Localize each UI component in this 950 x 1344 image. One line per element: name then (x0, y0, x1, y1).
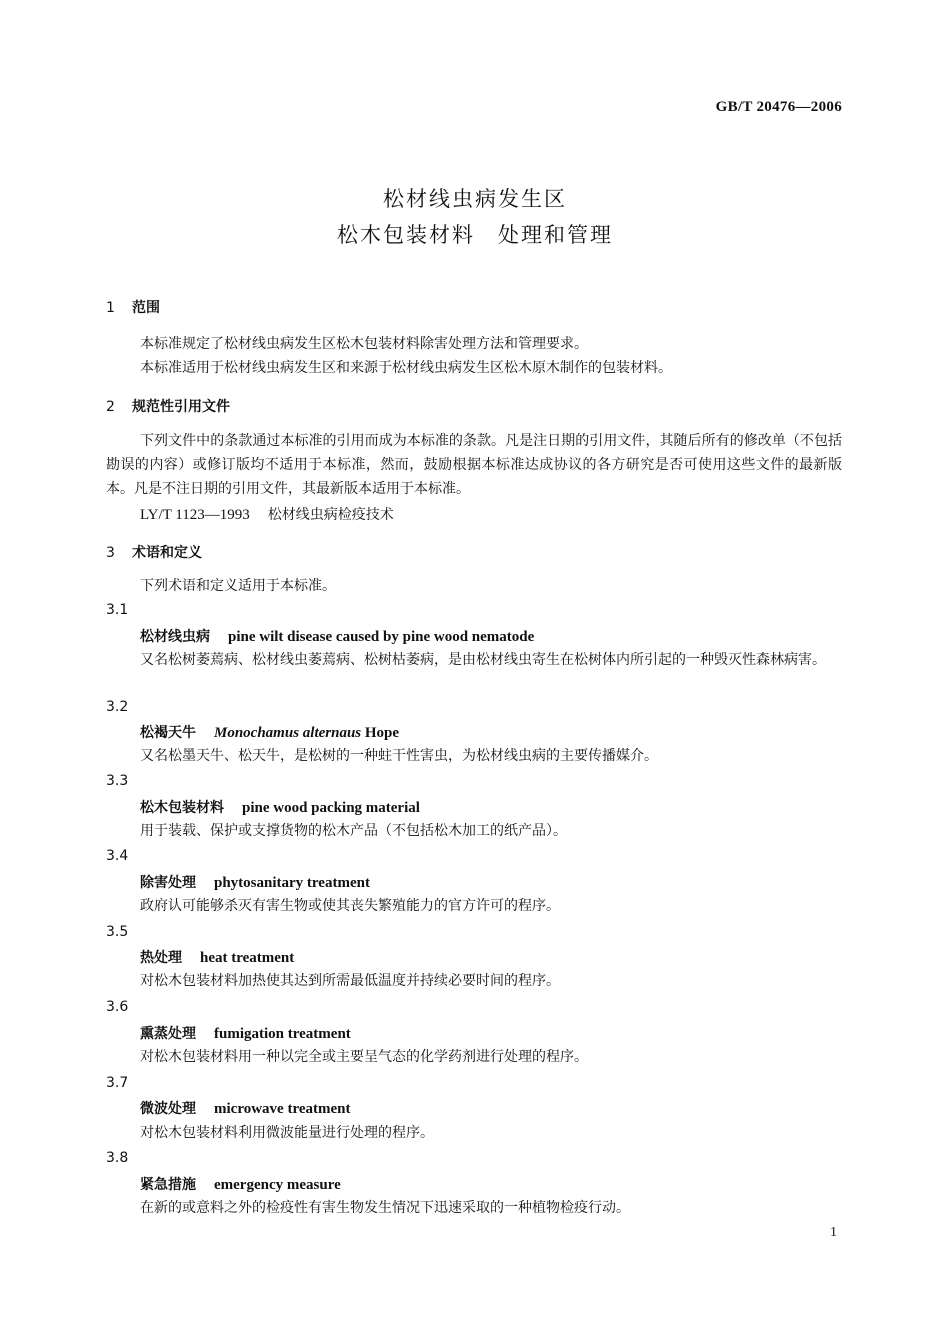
standard-code: GB/T 20476—2006 (715, 99, 842, 115)
term-zh: 热处理 (140, 950, 182, 966)
term-en: emergency measure (214, 1177, 341, 1193)
term-definition: 又名松树萎蔫病、松材线虫萎蔫病、松树枯萎病，是由松材线虫寄生在松树体内所引起的一种毁灭性森林病害。 (140, 652, 826, 668)
term-heading (140, 872, 370, 892)
reference-code: LY/T 1123—1993 (140, 507, 250, 523)
section-number: 3 (106, 545, 115, 561)
section-2-paragraph: 下列文件中的条款通过本标准的引用而成为本标准的条款。凡是注日期的引用文件，其随后所有的修改单（不包括勘误的内容）或修订版均不适用于本标准，然而，鼓励根据本标准达成协议的各方研究是否可使用这些文件的最新版本。凡是不注日期的引用文件，其最新版本适用于本标准。 (106, 433, 842, 497)
term-heading (140, 1174, 341, 1194)
term-zh: 微波处理 (140, 1101, 196, 1117)
term-en: fumigation treatment (214, 1026, 351, 1042)
document-title-line-2: 松木包装材料 处理和管理 (337, 223, 613, 247)
term-zh: 松材线虫病 (140, 629, 210, 645)
term-heading (140, 722, 399, 742)
term-definition: 对松木包装材料加热使其达到所需最低温度并持续必要时间的程序。 (140, 973, 560, 989)
section-title: 术语和定义 (132, 545, 202, 561)
term-heading (140, 1023, 351, 1043)
term-en-italic: Monochamus alternaus (214, 725, 362, 741)
section-number: 2 (106, 399, 115, 415)
term-definition: 在新的或意料之外的检疫性有害生物发生情况下迅速采取的一种植物检疫行动。 (140, 1200, 630, 1216)
term-number: 3.5 (106, 924, 129, 940)
section-number: 1 (106, 300, 115, 316)
document-title-line-1: 松材线虫病发生区 (383, 187, 567, 211)
term-heading (140, 626, 534, 646)
section-2-heading (106, 396, 230, 416)
term-heading (140, 797, 420, 817)
term-number: 3.7 (106, 1075, 129, 1091)
term-en: heat treatment (200, 950, 295, 966)
term-definition: 又名松墨天牛、松天牛，是松树的一种蛀干性害虫，为松材线虫病的主要传播媒介。 (140, 748, 658, 764)
section-3-heading (106, 542, 202, 562)
section-1-paragraph-2: 本标准适用于松材线虫病发生区和来源于松材线虫病发生区松木原木制作的包装材料。 (140, 360, 672, 376)
term-number: 3.4 (106, 848, 129, 864)
term-en: pine wood packing material (242, 800, 420, 816)
section-3-intro: 下列术语和定义适用于本标准。 (140, 578, 336, 594)
term-definition: 政府认可能够杀灭有害生物或使其丧失繁殖能力的官方许可的程序。 (140, 898, 560, 914)
section-1-heading (106, 297, 160, 317)
term-heading (140, 1098, 350, 1118)
term-number: 3.3 (106, 773, 129, 789)
term-en: pine wilt disease caused by pine wood nematode (228, 629, 535, 645)
term-zh: 紧急措施 (140, 1177, 196, 1193)
term-number: 3.2 (106, 699, 129, 715)
term-en: microwave treatment (214, 1101, 351, 1117)
term-en-author: Hope (364, 725, 400, 741)
section-1-paragraph-1: 本标准规定了松材线虫病发生区松木包装材料除害处理方法和管理要求。 (140, 336, 588, 352)
section-title: 范围 (132, 300, 160, 316)
term-en (214, 725, 399, 741)
term-definition: 用于装载、保护或支撑货物的松木产品（不包括松木加工的纸产品）。 (140, 823, 567, 839)
term-number: 3.6 (106, 999, 129, 1015)
page-number: 1 (830, 1225, 837, 1240)
term-definition: 对松木包装材料用一种以完全或主要呈气态的化学药剂进行处理的程序。 (140, 1049, 588, 1065)
term-number: 3.1 (106, 602, 129, 618)
term-zh: 松褐天牛 (140, 725, 196, 741)
term-en: phytosanitary treatment (214, 875, 370, 891)
term-zh: 松木包装材料 (140, 800, 224, 816)
term-heading (140, 947, 294, 967)
term-definition: 对松木包装材料利用微波能量进行处理的程序。 (140, 1125, 434, 1141)
normative-reference (140, 504, 394, 524)
term-zh: 熏蒸处理 (140, 1026, 196, 1042)
reference-title: 松材线虫病检疫技术 (267, 507, 394, 523)
term-number: 3.8 (106, 1150, 129, 1166)
term-zh: 除害处理 (140, 875, 196, 891)
section-title: 规范性引用文件 (132, 399, 230, 415)
